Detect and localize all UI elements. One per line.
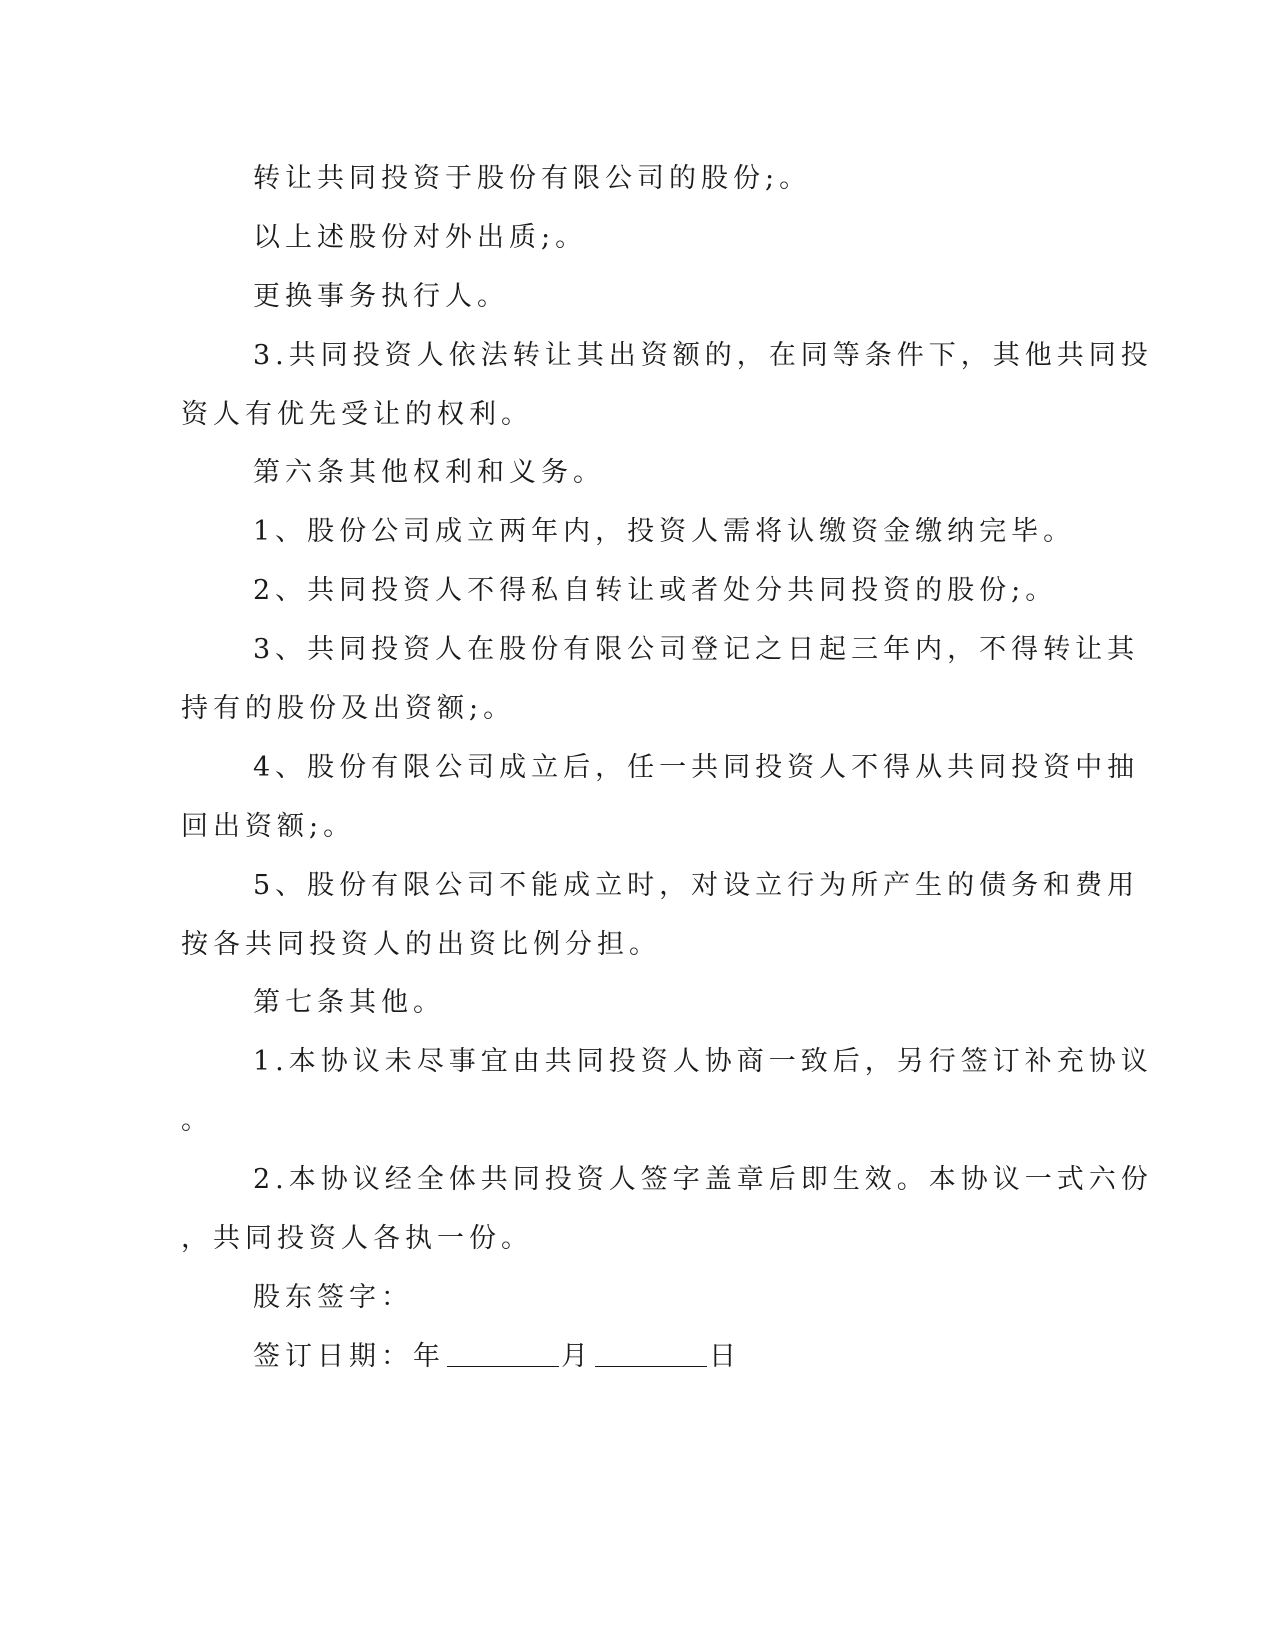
day-label: 日 [709, 1340, 741, 1372]
section-heading: 第六条其他权利和义务。 [253, 457, 605, 489]
paragraph-line: 5、股份有限公司不能成立时，对设立行为所产生的债务和费用 [253, 869, 1140, 901]
paragraph-line: 2.本协议经全体共同投资人签字盖章后即生效。本协议一式六份 [253, 1164, 1153, 1196]
month-blank [447, 1336, 559, 1367]
day-blank [595, 1336, 707, 1367]
paragraph-line: 1、股份公司成立两年内，投资人需将认缴资金缴纳完毕。 [253, 516, 1076, 548]
paragraph-line: 1.本协议未尽事宜由共同投资人协商一致后，另行签订补充协议 [253, 1046, 1153, 1078]
month-label: 月 [561, 1340, 593, 1372]
paragraph-line: 持有的股份及出资额;。 [181, 693, 516, 725]
paragraph-line: 3.共同投资人依法转让其出资额的，在同等条件下，其他共同投 [253, 339, 1153, 371]
paragraph-line: 。 [181, 1105, 213, 1137]
paragraph-line: 按各共同投资人的出资比例分担。 [181, 928, 661, 960]
signing-date-line [181, 1328, 1041, 1387]
signing-date-label: 签订日期：年 [253, 1340, 445, 1372]
document-body [181, 150, 1153, 1387]
paragraph-line: 更换事务执行人。 [253, 280, 509, 312]
paragraph-line: 转让共同投资于股份有限公司的股份;。 [253, 163, 812, 194]
paragraph-line: 3、共同投资人在股份有限公司登记之日起三年内，不得转让其 [253, 634, 1140, 666]
paragraph-line: 4、股份有限公司成立后，任一共同投资人不得从共同投资中抽 [253, 751, 1140, 783]
section-heading: 第七条其他。 [253, 987, 445, 1019]
signature-label: 股东签字： [253, 1281, 413, 1313]
paragraph-line: 以上述股份对外出质;。 [253, 221, 588, 253]
paragraph-line: 资人有优先受让的权利。 [181, 398, 533, 430]
paragraph-line: 2、共同投资人不得私自转让或者处分共同投资的股份;。 [253, 575, 1058, 607]
paragraph-line: ，共同投资人各执一份。 [181, 1223, 533, 1255]
paragraph-line: 回出资额;。 [181, 810, 356, 842]
